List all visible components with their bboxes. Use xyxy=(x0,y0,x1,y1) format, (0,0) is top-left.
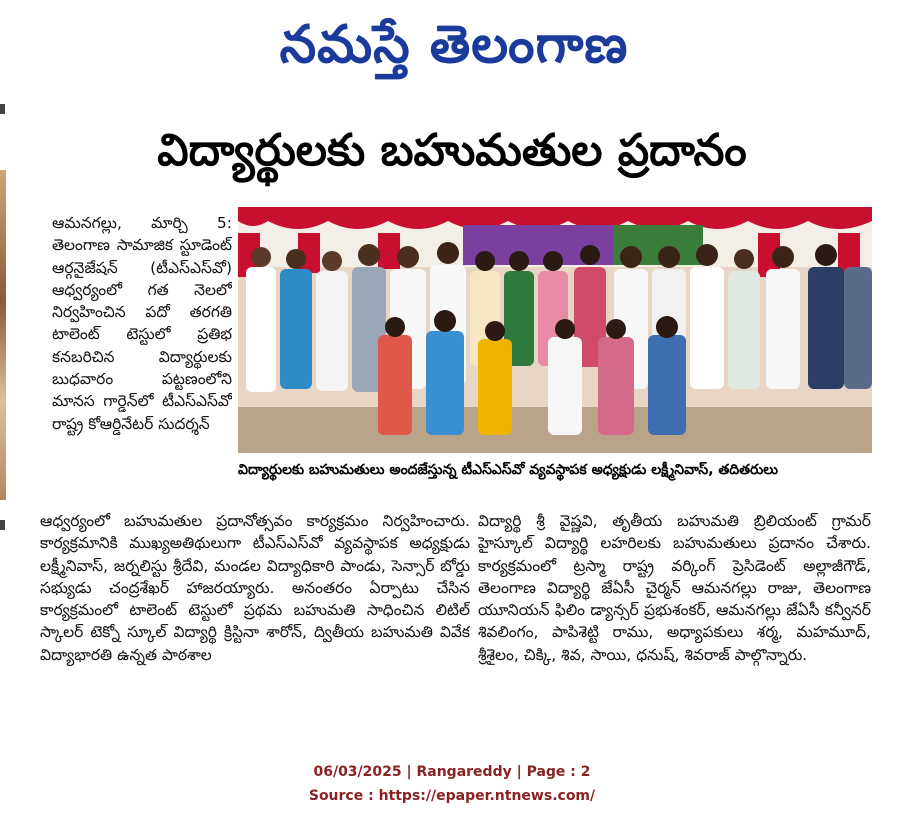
article-column-c: విద్యార్థి శ్రీ వైష్ణవి, తృతీయ బహుమతి బ్రిలియంట్ గ్రామర్ హైస్కూల్ విద్యార్థి లహరిలకు బహుమతులు ప్రదానం చేశారు. కార్యక్రమంలో ట్రస్మా రాష్ట్ర వర్కింగ్ ప్రెసిడెంట్ అల్లాజీగౌడ్, తెలంగాణ విద్యార్థి జేఏసీ చైర్మన్ ఆమనగల్లు రాజు, తెలంగాణ యూనియన్ ఫిలిం డ్యాన్సర్ ప్రభుశంకర్, ఆమనగల్లు జేఏసీ కన్వీనర్ శివలింగం, పాపిశెట్టి రాము, అధ్యాపకులు శర్మ, మహమూద్, శ్రీశైలం, చిక్కి, శివ, సాయి, ధనుష్, శివరాజ్ పాల్గొన్నారు. xyxy=(478,512,871,664)
margin-mark xyxy=(0,520,5,530)
footer-source-line: Source : https://epaper.ntnews.com/ xyxy=(308,788,596,804)
photo-caption: విద్యార్థులకు బహుమతులు అందజేస్తున్న టీఎస్ఎస్‌వో వ్యవస్థాపక అధ్యక్షుడు లక్ష్మీనివాస్, తదితరులు xyxy=(238,462,778,478)
article-column-a: ఆమనగల్లు, మార్చి 5: తెలంగాణ సామాజిక స్టూడెంట్ ఆర్గనైజేషన్ (టీఎస్ఎస్‌వో) ఆధ్వర్యంలో గత నెలలో నిర్వహించిన పదో తరగతి టాలెంట్ టెస్టులో ప్రతిభ కనబరిచిన విద్యార్థులకు బుధవారం పట్టణంలోని మానస గార్డెన్‌లో టీఎస్ఎస్‌వో రాష్ట్ర కోఆర్డినేటర్ సుదర్శన్ xyxy=(52,214,232,433)
article-photo xyxy=(238,207,872,453)
margin-mark xyxy=(0,104,5,114)
masthead xyxy=(0,0,904,92)
group-photo-illustration xyxy=(238,207,872,453)
article-column-b: ఆధ్వర్యంలో బహుమతుల ప్రదానోత్సవం కార్యక్రమం నిర్వహించారు. కార్యక్రమానికి ముఖ్యఅతిథులుగా టీఎస్ఎస్‌వో వ్యవస్థాపక అధ్యక్షుడు లక్ష్మీనివాస్, జర్నలిస్టు శ్రీదేవి, మండల విద్యాధికారి పాండు, సెన్సార్ బోర్డు సభ్యుడు చంద్రశేఖర్ హాజరయ్యారు. అనంతరం ఏర్పాటు చేసిన కార్యక్రమంలో టాలెంట్ టెస్టులో ప్రథమ బహుమతి సాధించిన లిటిల్ స్కాలర్ టెక్నో స్కూల్ విద్యార్థి క్రిస్టినా శారోన్, ద్వితీయ బహుమతి వివేక విద్యాభారతి ఉన్నత పాఠశాల xyxy=(40,512,470,664)
newspaper-logo: నమస్తే తెలంగాణ xyxy=(279,15,629,75)
article-headline: విద్యార్థులకు బహుమతుల ప్రదానం xyxy=(157,125,747,176)
footer-date-line: 06/03/2025 | Rangareddy | Page : 2 xyxy=(313,764,591,780)
adjacent-page-edge xyxy=(0,170,6,500)
